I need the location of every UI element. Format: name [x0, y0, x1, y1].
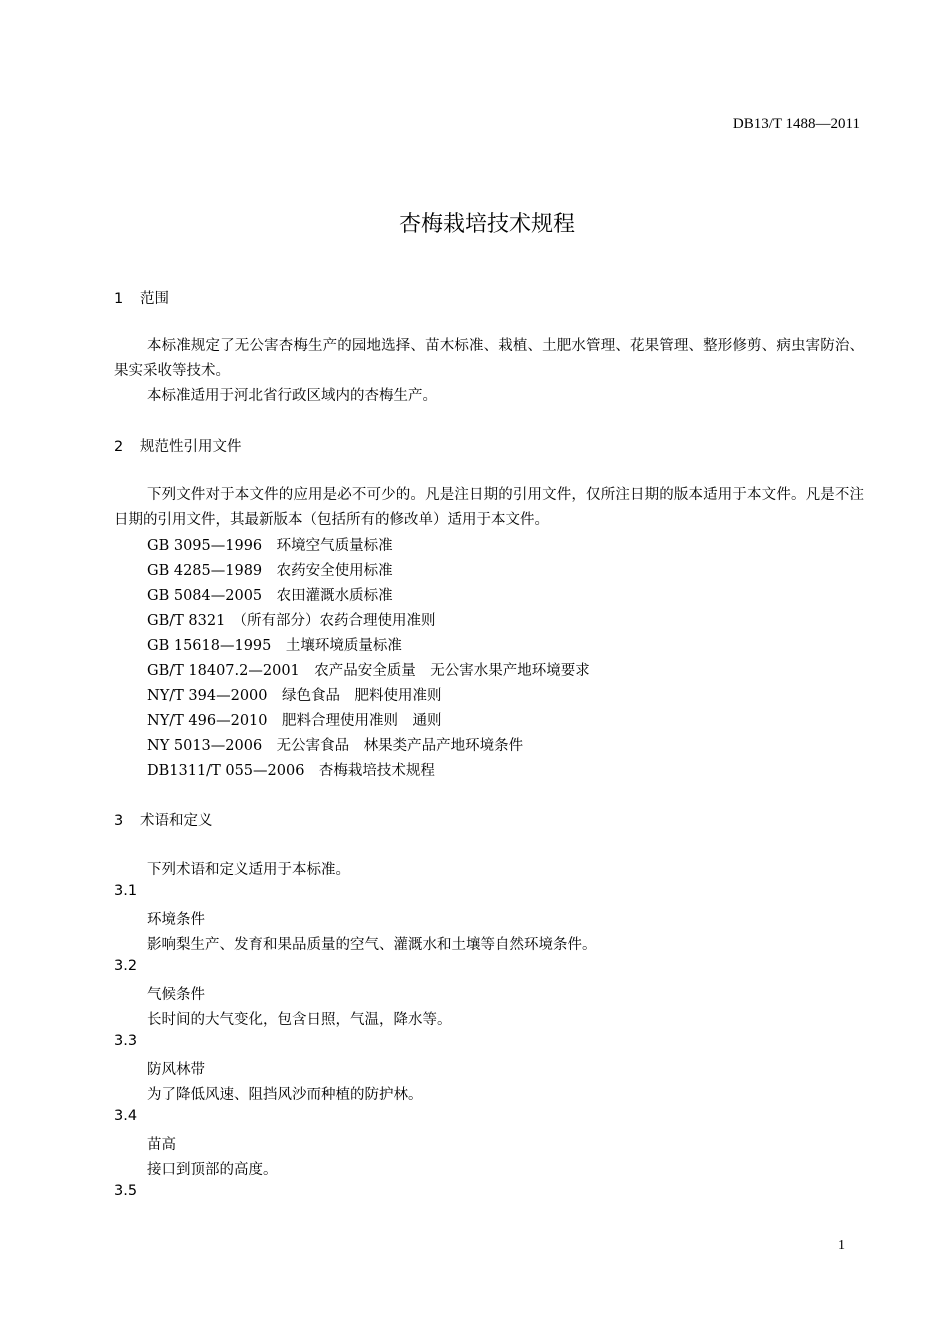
section-number: 2 — [114, 439, 124, 455]
page-number: 1 — [838, 1238, 845, 1253]
page-title: 杏梅栽培技术规程 — [398, 212, 575, 237]
scope-paragraph-1: 本标准规定了无公害杏梅生产的园地选择、苗木标准、栽植、土肥水管理、花果管理、整形修剪、病虫害防治、果实采收等技术。 — [114, 338, 864, 379]
reference-item: NY/T 496—2010 肥料合理使用准则 通则 — [147, 713, 442, 729]
section-title: 术语和定义 — [140, 813, 213, 829]
section-heading-scope — [114, 287, 169, 308]
term-definition: 长时间的大气变化，包含日照，气温，降水等。 — [147, 1012, 452, 1028]
document-code: DB13/T 1488—2011 — [732, 116, 860, 132]
reference-item: NY 5013—2006 无公害食品 林果类产品产地环境条件 — [147, 738, 524, 754]
term-name: 环境条件 — [147, 912, 205, 928]
reference-item: GB 15618—1995 土壤环境质量标准 — [147, 638, 402, 654]
term-name: 苗高 — [147, 1137, 176, 1153]
term-definition: 影响梨生产、发育和果品质量的空气、灌溉水和土壤等自然环境条件。 — [147, 937, 597, 953]
term-name: 防风林带 — [147, 1062, 205, 1078]
reference-item: GB 5084—2005 农田灌溉水质标准 — [147, 588, 393, 604]
reference-item: GB/T 18407.2—2001 农产品安全质量 无公害水果产地环境要求 — [147, 663, 590, 679]
scope-paragraph-2: 本标准适用于河北省行政区域内的杏梅生产。 — [147, 388, 437, 404]
reference-item: GB 4285—1989 农药安全使用标准 — [147, 563, 393, 579]
term-definition: 为了降低风速、阻挡风沙而种植的防护林。 — [147, 1087, 423, 1103]
section-title: 规范性引用文件 — [140, 439, 242, 455]
section-number: 3 — [114, 813, 124, 829]
terms-intro: 下列术语和定义适用于本标准。 — [147, 862, 350, 878]
reference-item: GB 3095—1996 环境空气质量标准 — [147, 538, 393, 554]
term-number: 3.1 — [114, 883, 138, 899]
reference-item: DB1311/T 055—2006 杏梅栽培技术规程 — [147, 763, 435, 779]
term-number: 3.4 — [114, 1108, 138, 1124]
section-heading-terms — [114, 809, 213, 830]
reference-item: NY/T 394—2000 绿色食品 肥料使用准则 — [147, 688, 442, 704]
references-paragraph: 下列文件对于本文件的应用是必不可少的。凡是注日期的引用文件，仅所注日期的版本适用于本文件。凡是不注日期的引用文件，其最新版本（包括所有的修改单）适用于本文件。 — [114, 487, 864, 528]
term-definition: 接口到顶部的高度。 — [147, 1162, 278, 1178]
term-number: 3.2 — [114, 958, 138, 974]
term-number: 3.5 — [114, 1183, 138, 1199]
section-title: 范围 — [140, 291, 169, 307]
term-name: 气候条件 — [147, 987, 205, 1003]
section-heading-references — [114, 435, 242, 456]
term-number: 3.3 — [114, 1033, 138, 1049]
section-number: 1 — [114, 291, 124, 307]
reference-item: GB/T 8321 （所有部分）农药合理使用准则 — [147, 613, 436, 629]
